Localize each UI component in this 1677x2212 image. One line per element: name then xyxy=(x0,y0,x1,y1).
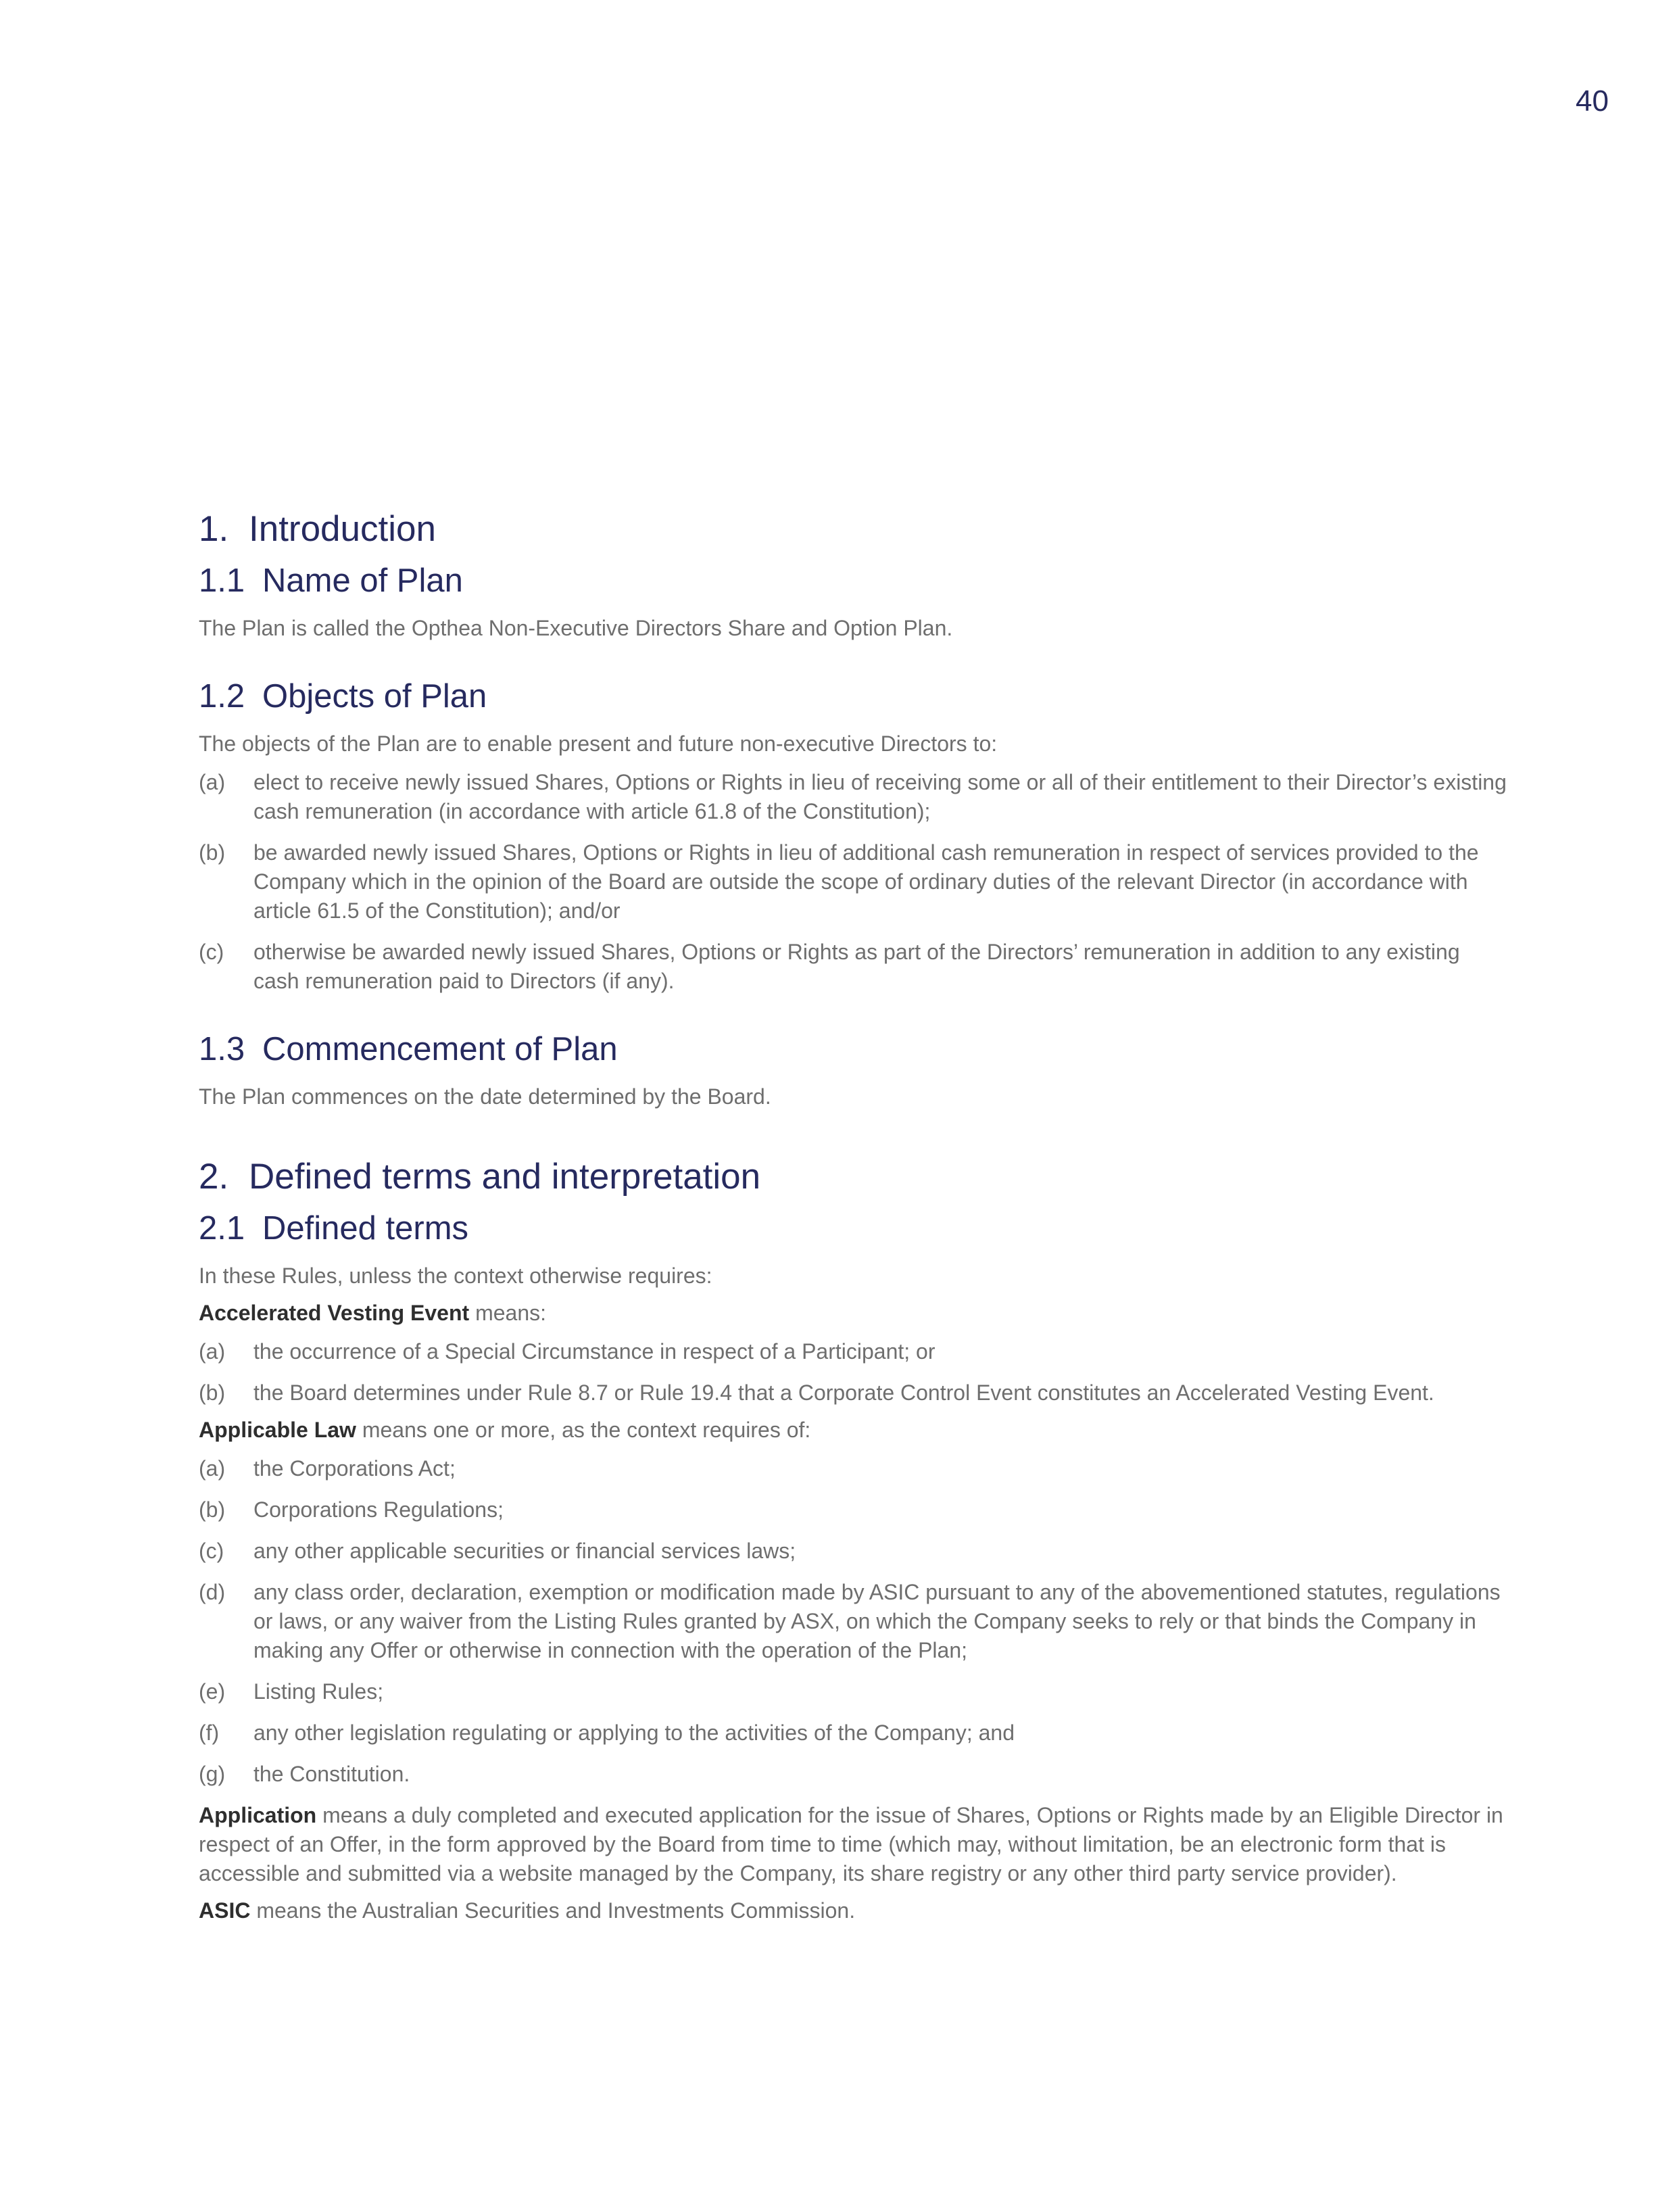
section-number: 2. xyxy=(199,1157,229,1197)
list-item xyxy=(199,1718,1510,1748)
paragraph: The Plan commences on the date determined by the Board. xyxy=(199,1084,771,1109)
paragraph: The Plan is called the Opthea Non-Executive Directors Share and Option Plan. xyxy=(199,616,953,640)
list-label: (b) xyxy=(199,1380,226,1405)
defined-term: Application xyxy=(199,1803,317,1827)
definition-accelerated-vesting-event xyxy=(199,1299,1510,1328)
section-1-2-heading xyxy=(199,675,1510,717)
section-number: 2.1 xyxy=(199,1210,245,1247)
list-label: (c) xyxy=(199,1539,224,1563)
definition-application xyxy=(199,1801,1510,1888)
list-text: the Board determines under Rule 8.7 or Rule 19.4 that a Corporate Control Event constitutes an Accelerated Vesting Event. xyxy=(253,1380,1434,1405)
section-2-heading xyxy=(199,1153,1510,1201)
definition-text: means the Australian Securities and Investments Commission. xyxy=(250,1898,856,1923)
list-item xyxy=(199,768,1510,826)
list-text: the Corporations Act; xyxy=(253,1456,456,1481)
section-title: Name of Plan xyxy=(262,562,463,599)
definition-text: means one or more, as the context requires of: xyxy=(356,1418,811,1442)
list-label: (e) xyxy=(199,1679,226,1704)
section-1-3-heading xyxy=(199,1028,1510,1070)
definition-text: means: xyxy=(469,1301,546,1325)
list-label: (a) xyxy=(199,1339,226,1364)
list-label: (b) xyxy=(199,840,226,865)
list-text: any other legislation regulating or applying to the activities of the Company; and xyxy=(253,1721,1015,1745)
list-text: any other applicable securities or financial services laws; xyxy=(253,1539,796,1563)
list-item xyxy=(199,1454,1510,1483)
document-body xyxy=(199,506,1510,1925)
section-number: 1.3 xyxy=(199,1031,245,1067)
section-title: Objects of Plan xyxy=(262,678,487,715)
list-text: the occurrence of a Special Circumstance in respect of a Participant; or xyxy=(253,1339,935,1364)
paragraph: The objects of the Plan are to enable present and future non-executive Directors to: xyxy=(199,731,998,756)
list-label: (d) xyxy=(199,1580,226,1604)
section-number: 1. xyxy=(199,509,229,549)
list-text: the Constitution. xyxy=(253,1762,410,1786)
definition-text: means a duly completed and executed application for the issue of Shares, Options or Rights made by an Eligible Director in respect of an Offer, in the form approved by the Board from time to time (which may, without limitation, be an electronic form that is accessible and submitted via a website managed by the Company, its share registry or any other third party service provider). xyxy=(199,1803,1503,1885)
list-label: (c) xyxy=(199,940,224,964)
list-label: (f) xyxy=(199,1721,220,1745)
definition-asic xyxy=(199,1896,1510,1925)
defined-term: Accelerated Vesting Event xyxy=(199,1301,470,1325)
list-item xyxy=(199,1337,1510,1366)
list-item xyxy=(199,1760,1510,1789)
section-title: Introduction xyxy=(249,509,436,549)
list-item xyxy=(199,938,1510,996)
list-text: be awarded newly issued Shares, Options or Rights in lieu of additional cash remuneration in respect of services provided to the Company which in the opinion of the Board are outside the scope of ordinary duties of the relevant Director (in accordance with article 61.5 of the Constitution); and/or xyxy=(253,840,1479,923)
list-item xyxy=(199,838,1510,925)
list-label: (a) xyxy=(199,1456,226,1481)
list-text: any class order, declaration, exemption or modification made by ASIC pursuant to any of the abovementioned statutes, regulations or laws, or any waiver from the Listing Rules granted by ASX, on which the Company seeks to rely or that binds the Company in making any Offer or otherwise in connection with the operation of the Plan; xyxy=(253,1580,1501,1662)
section-1-heading xyxy=(199,506,1510,553)
objects-list xyxy=(199,768,1510,996)
list-label: (g) xyxy=(199,1762,226,1786)
section-1-1-heading xyxy=(199,560,1510,602)
definition-applicable-law xyxy=(199,1416,1510,1445)
accelerated-vesting-list xyxy=(199,1337,1510,1408)
list-text: Corporations Regulations; xyxy=(253,1497,504,1522)
list-item xyxy=(199,1578,1510,1665)
section-2-1-heading xyxy=(199,1207,1510,1249)
paragraph: In these Rules, unless the context otherwise requires: xyxy=(199,1264,712,1288)
section-title: Commencement of Plan xyxy=(262,1031,618,1067)
list-label: (b) xyxy=(199,1497,226,1522)
list-text: elect to receive newly issued Shares, Options or Rights in lieu of receiving some or all of their entitlement to their Director’s existing cash remuneration (in accordance with article 61.8 of the Constitution); xyxy=(253,770,1507,823)
section-number: 1.2 xyxy=(199,678,245,715)
list-text: otherwise be awarded newly issued Shares, Options or Rights as part of the Directors’ remuneration in addition to any existing cash remuneration paid to Directors (if any). xyxy=(253,940,1460,993)
list-label: (a) xyxy=(199,770,226,794)
list-item xyxy=(199,1378,1510,1408)
section-title: Defined terms and interpretation xyxy=(249,1157,761,1197)
applicable-law-list xyxy=(199,1454,1510,1789)
section-title: Defined terms xyxy=(262,1210,469,1247)
defined-term: ASIC xyxy=(199,1898,251,1923)
list-item xyxy=(199,1495,1510,1524)
list-item xyxy=(199,1537,1510,1566)
list-text: Listing Rules; xyxy=(253,1679,384,1704)
page-number: 40 xyxy=(1576,85,1609,118)
section-number: 1.1 xyxy=(199,562,245,599)
list-item xyxy=(199,1677,1510,1706)
defined-term: Applicable Law xyxy=(199,1418,356,1442)
